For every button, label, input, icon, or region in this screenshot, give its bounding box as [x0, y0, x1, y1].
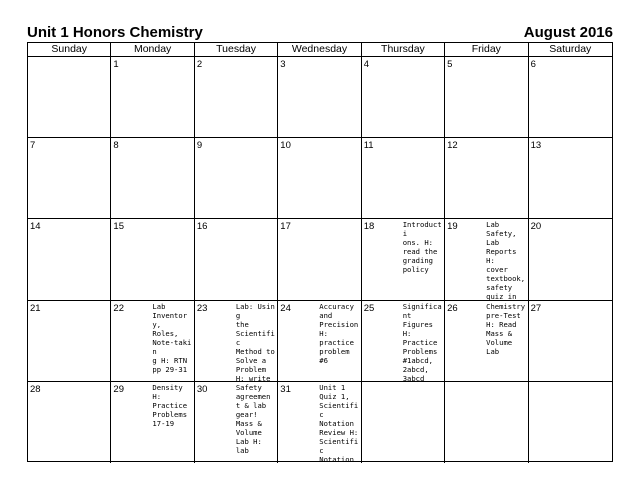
- day-cell: [278, 138, 361, 219]
- day-cell: [195, 57, 278, 138]
- day-cell: [529, 219, 612, 300]
- day-number: 28: [30, 383, 41, 395]
- day-number: 24: [280, 302, 291, 314]
- day-cell: [28, 219, 111, 300]
- weekday-label: Thursday: [362, 43, 445, 56]
- day-cell: [529, 382, 612, 463]
- day-cell: [28, 301, 111, 382]
- day-number: 4: [363, 59, 369, 70]
- day-cell: [111, 301, 194, 382]
- calendar-title: Unit 1 Honors Chemistry: [27, 24, 203, 41]
- day-cell: [362, 219, 445, 300]
- day-cell: [111, 138, 194, 219]
- day-number: 18: [363, 221, 375, 233]
- day-number: 23: [196, 302, 208, 314]
- day-number: 1: [113, 59, 119, 70]
- day-number: 20: [530, 221, 542, 233]
- day-cell: [195, 382, 278, 463]
- day-cell: [362, 301, 445, 382]
- day-number: 9: [196, 140, 203, 152]
- weekday-label: Friday: [445, 43, 528, 56]
- day-cell: [278, 301, 361, 382]
- day-note: Lab Safety, Lab Reports H: cover textbook, safety quiz in: [486, 220, 526, 301]
- weekday-label: Sunday: [28, 43, 111, 56]
- day-cell: [28, 382, 111, 463]
- day-cell: [195, 138, 278, 219]
- day-number: 17: [280, 221, 291, 233]
- day-cell: [278, 382, 361, 463]
- day-number: 26: [447, 302, 458, 314]
- day-cell: [278, 57, 361, 138]
- day-cell: [195, 219, 278, 300]
- day-cell: [362, 57, 445, 138]
- day-number: 10: [280, 140, 291, 152]
- day-cell: [445, 301, 528, 382]
- day-number: 29: [113, 383, 124, 395]
- day-cell: [445, 382, 528, 463]
- day-cell: [28, 138, 111, 219]
- day-number: 15: [113, 221, 124, 233]
- weekday-label: Tuesday: [195, 43, 278, 56]
- day-number: 19: [447, 221, 458, 233]
- day-number: 3: [280, 59, 286, 70]
- day-number: 12: [447, 140, 458, 152]
- day-cell: [111, 57, 194, 138]
- day-number: 16: [196, 221, 208, 233]
- day-note: Safety agreemen t & lab gear! Mass & Volume Lab H: lab: [235, 382, 271, 455]
- day-cell: [362, 382, 445, 463]
- day-number: 6: [530, 59, 536, 70]
- day-cell: [529, 301, 612, 382]
- day-cell: [445, 219, 528, 300]
- calendar-grid: [28, 57, 612, 463]
- weekday-header: [28, 43, 612, 57]
- day-cell: [278, 219, 361, 300]
- day-number: 22: [113, 302, 124, 314]
- day-note: Accuracy and Precision H: practice problem #6: [319, 301, 359, 365]
- day-note: Chemistry pre-Test H: Read Mass & Volume Lab: [486, 301, 526, 356]
- day-cell: [445, 57, 528, 138]
- day-number: 21: [30, 302, 41, 314]
- weekday-label: Saturday: [549, 43, 592, 55]
- day-note: Introducti ons. H: read the grading policy: [402, 220, 442, 275]
- calendar-month: August 2016: [523, 24, 613, 41]
- day-number: 5: [447, 59, 453, 70]
- day-cell: [195, 301, 278, 382]
- day-cell: [445, 138, 528, 219]
- day-number: 2: [196, 59, 203, 70]
- day-number: 25: [363, 302, 375, 314]
- day-number: 31: [280, 383, 291, 395]
- day-number: 13: [530, 140, 542, 152]
- day-number: 7: [30, 140, 36, 152]
- weekday-label: Monday: [111, 43, 194, 56]
- day-cell: [362, 138, 445, 219]
- day-cell: [529, 57, 612, 138]
- weekday-label: Wednesday: [278, 43, 361, 56]
- day-cell: [111, 382, 194, 463]
- day-number: 30: [196, 383, 208, 395]
- day-note: Significant Figures H: Practice Problems #1abcd, 2abcd, 3abcd: [402, 301, 442, 382]
- day-note: Lab: Using the Scientific Method to Solve a Problem H: write: [235, 301, 275, 382]
- calendar: [27, 42, 613, 462]
- day-number: 8: [113, 140, 119, 152]
- day-number: 14: [30, 221, 41, 233]
- day-cell: [111, 219, 194, 300]
- day-note: Density H: Practice Problems 17-19: [152, 382, 188, 428]
- day-note: Unit 1 Quiz 1, Scientific Notation Review H: Scientific Notation: [319, 382, 359, 463]
- day-note: Lab Inventory, Roles, Note-takin g H: RTN pp 29-31: [152, 301, 192, 374]
- day-cell: [529, 138, 612, 219]
- day-cell: [28, 57, 111, 138]
- day-number: 11: [363, 140, 374, 152]
- day-number: 27: [530, 302, 542, 314]
